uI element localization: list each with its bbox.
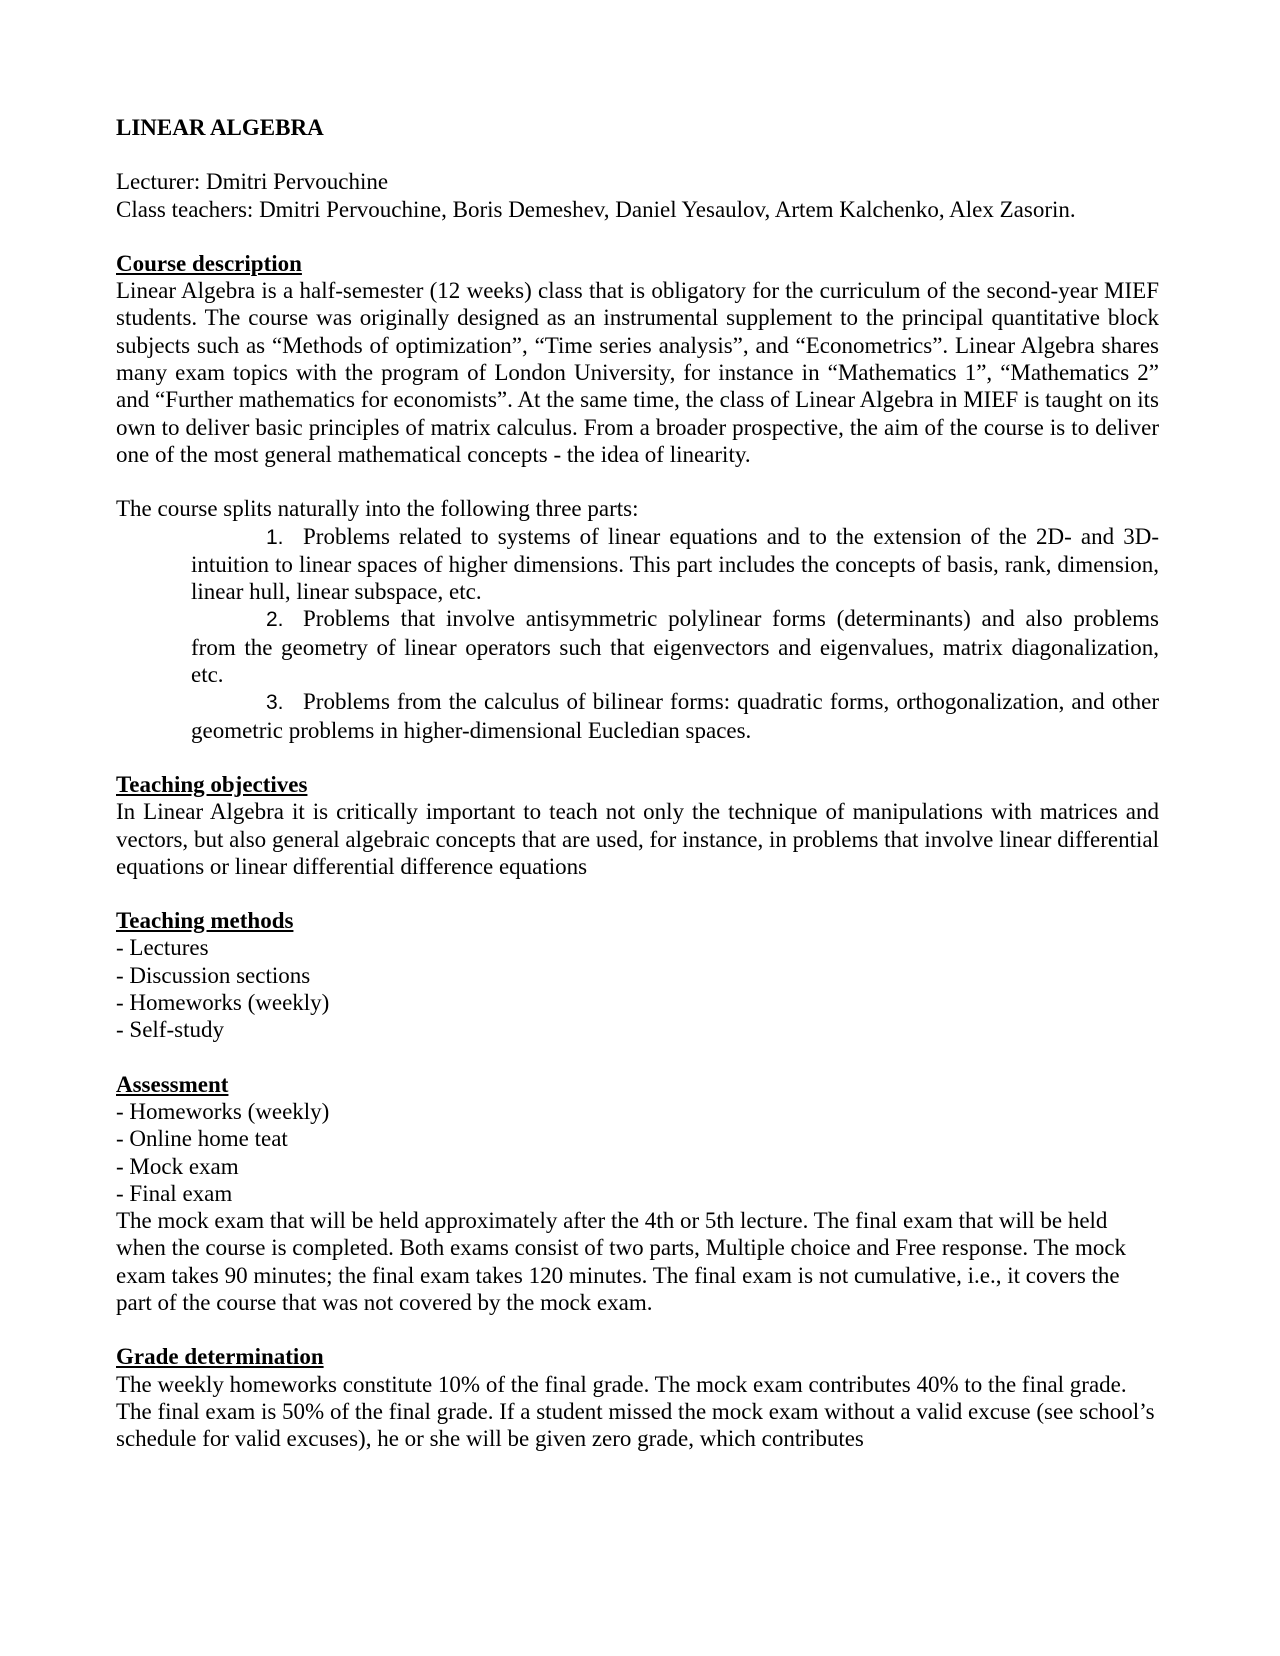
assessment-list (116, 1098, 1159, 1207)
list-item: - Self-study (116, 1017, 224, 1043)
course-description-heading: Course description (116, 250, 302, 276)
list-number: 3. (266, 691, 284, 715)
list-item: - Lectures (116, 935, 209, 961)
list-item: - Discussion sections (116, 962, 311, 988)
list-text: Problems related to systems of linear equations and to the extension of the 2D- and 3D-intuition to linear spaces of higher dimensions. This part includes the concepts of basis, rank, dimension, linear hull, linear subspace, etc. (191, 523, 1159, 605)
list-text: Problems from the calculus of bilinear forms: quadratic forms, orthogonalization, and other geometric problems in higher-dimensional Eucledian spaces. (191, 689, 1159, 743)
class-teachers-line: Class teachers: Dmitri Pervouchine, Boris Demeshev, Daniel Yesaulov, Artem Kalchenko, Alex Zasorin. (116, 196, 1076, 222)
list-number: 2. (266, 608, 284, 632)
course-parts-intro: The course splits naturally into the following three parts: (116, 496, 639, 522)
course-description-body: Linear Algebra is a half-semester (12 weeks) class that is obligatory for the curriculum of the second-year MIEF students. The course was originally designed as an instrumental supplement to the principal quantitative block subjects such as “Methods of optimization”, “Time series analysis”, and “Econometrics”. Linear Algebra shares many exam topics with the program of London University, for instance in “Mathematics 1”, “Mathematics 2” and “Further mathematics for economists”. At the same time, the class of Linear Algebra in MIEF is taught on its own to deliver basic principles of matrix calculus. From a broader prospective, the aim of the course is to deliver one of the most general mathematical concepts - the idea of linearity. (116, 278, 1159, 467)
list-item: - Homeworks (weekly) (116, 1098, 330, 1124)
course-parts-list (116, 523, 1159, 744)
assessment-body: The mock exam that will be held approximately after the 4th or 5th lecture. The final exam that will be held when the course is completed. Both exams consist of two parts, Multiple choice and Free response. The mock exam takes 90 minutes; the final exam takes 120 minutes. The final exam is not cumulative, i.e., it covers the part of the course that was not covered by the mock exam. (116, 1208, 1127, 1315)
teaching-objectives-heading: Teaching objectives (116, 771, 308, 797)
course-description-section (116, 250, 1159, 468)
list-item (191, 605, 1159, 688)
list-item (191, 688, 1159, 744)
list-item: - Online home teat (116, 1126, 288, 1152)
document-title: LINEAR ALGEBRA (116, 115, 324, 140)
assessment-heading: Assessment (116, 1071, 229, 1097)
list-number: 1. (266, 525, 284, 549)
list-item: - Homeworks (weekly) (116, 990, 330, 1016)
grade-determination-heading: Grade determination (116, 1344, 324, 1370)
list-item: - Mock exam (116, 1153, 239, 1179)
document-page (116, 114, 1159, 1452)
list-item: - Final exam (116, 1180, 233, 1206)
staff-block (116, 168, 1159, 223)
grade-determination-section (116, 1343, 1159, 1452)
teaching-methods-section (116, 907, 1159, 1043)
grade-determination-body: The weekly homeworks constitute 10% of the final grade. The mock exam contributes 40% to the final grade. The final exam is 50% of the final grade. If a student missed the mock exam without a valid excuse (see school’s schedule for valid excuses), he or she will be given zero grade, which contributes (116, 1371, 1155, 1452)
list-text: Problems that involve antisymmetric polylinear forms (determinants) and also problems from the geometry of linear operators such that eigenvectors and eigenvalues, matrix diagonalization, etc. (191, 606, 1159, 688)
teaching-objectives-section (116, 771, 1159, 880)
assessment-section (116, 1071, 1159, 1317)
teaching-methods-heading: Teaching methods (116, 908, 294, 934)
teaching-objectives-body: In Linear Algebra it is critically important to teach not only the technique of manipulations with matrices and vectors, but also general algebraic concepts that are used, for instance, in problems that involve linear differential equations or linear differential difference equations (116, 799, 1159, 879)
teaching-methods-list (116, 934, 1159, 1043)
lecturer-line: Lecturer: Dmitri Pervouchine (116, 169, 389, 195)
list-item (191, 523, 1159, 606)
course-parts-section (116, 495, 1159, 744)
